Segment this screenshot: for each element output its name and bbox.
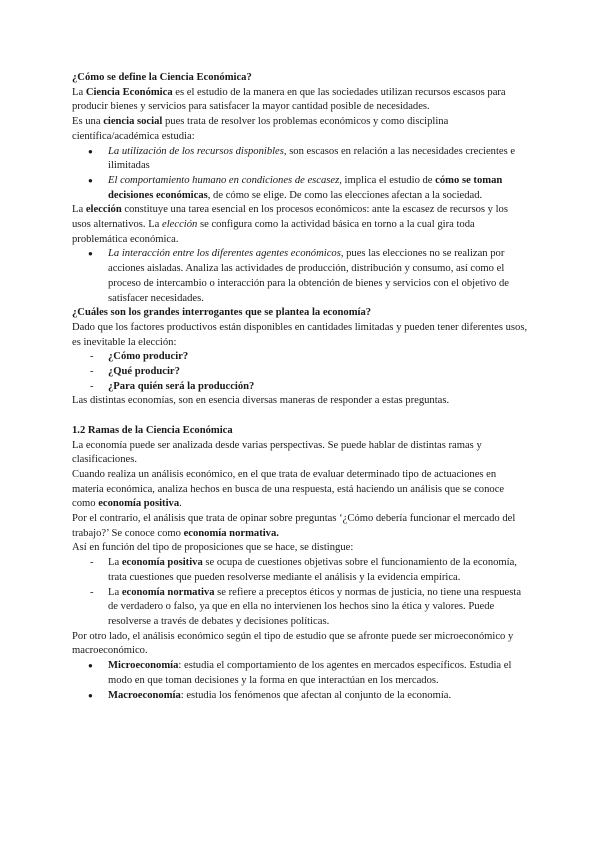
paragraph-definition: La Ciencia Económica es el estudio de la manera en que las sociedades utilizan recursos escasos para producir bienes y servicios para satisfacer la mayor cantidad posible de necesidades. — [72, 86, 506, 113]
paragraph-questions-intro: Dado que los factores productivos están disponibles en cantidades limitadas y pueden tener diferentes usos, es inevitable la elección: — [72, 321, 528, 348]
list-item: - ¿Cómo producir? — [72, 350, 528, 365]
paragraph-election: La elección constituye una tarea esencial en los procesos económicos: ante la escasez de recursos y los usos alternativos. La elección se configura como la actividad básica en torno a la cual gira toda problemática económica. — [72, 204, 508, 245]
paragraph-positive: Cuando realiza un análisis económico, en el que trata de evaluar determinado tipo de actuaciones en materia económica, analiza hechos en busca de una respuesta, está haciendo un análisis que se conoce como economía positiva. — [72, 468, 505, 510]
list-item: - La economía normativa se refiere a preceptos éticos y normas de justicia, no tiene una respuesta de verdadero o falso, ya que en ella no intervienen los hechos sino la ética y valores. Puede resolverse a través de debates y decisiones políticas. — [72, 586, 528, 630]
bullet-list-micro-macro — [72, 659, 528, 703]
list-item: ● La interacción entre los diferentes agentes económicos, pues las elecciones no se realizan por acciones aisladas. Analiza las actividades de producción, distribución y consumo, así como el proceso de intercambio o interacción para la obtención de bienes y servicios con el objetivo de satisfacer necesidades. — [72, 247, 528, 306]
paragraph-perspectives: La economía puede ser analizada desde varias perspectivas. Se puede hablar de distintas ramas y clasificaciones. — [72, 439, 482, 466]
list-item: - ¿Para quién será la producción? — [72, 380, 528, 395]
blank-line — [72, 409, 528, 424]
dash-list-questions — [72, 350, 528, 394]
list-item: - ¿Qué producir? — [72, 365, 528, 380]
bullet-list-interaction — [72, 247, 528, 306]
paragraph-questions-closing: Las distintas economías, son en esencia diversas maneras de responder a estas preguntas. — [72, 395, 450, 407]
section-heading-definition: ¿Cómo se define la Ciencia Económica? — [72, 72, 252, 83]
list-item: ● Macroeconomía: estudia los fenómenos que afectan al conjunto de la economía. — [72, 689, 528, 704]
paragraph-social-science: Es una ciencia social pues trata de resolver los problemas económicos y como disciplina científica/académica estudia: — [72, 116, 449, 142]
bullet-list-study — [72, 145, 528, 204]
paragraph-distinction: Así en función del tipo de proposiciones que se hace, se distingue: — [72, 542, 354, 554]
list-item: ● El comportamiento humano en condiciones de escasez, implica el estudio de cómo se toman decisiones económicas, de cómo se elige. De como las elecciones afectan a la sociedad. — [72, 174, 528, 203]
list-item: ● La utilización de los recursos disponibles, son escasos en relación a las necesidades crecientes e ilimitadas — [72, 145, 528, 174]
section-heading-branches: 1.2 Ramas de la Ciencia Económica — [72, 424, 233, 436]
list-item: ● Microeconomía: estudia el comportamiento de los agentes en mercados específicos. Estudia el modo en que toman decisiones y la forma en que interactúan en los mercados. — [72, 659, 528, 688]
paragraph-normative: Por el contrario, el análisis que trata de opinar sobre preguntas ‘¿Cómo debería funcionar el mercado del trabajo?’ Se conoce como economía normativa. — [72, 513, 516, 539]
section-heading-questions: ¿Cuáles son los grandes interrogantes que se plantea la economía? — [72, 307, 372, 319]
paragraph-micro-macro: Por otro lado, el análisis económico según el tipo de estudio que se afronte puede ser microeconómico y macroeconómico. — [72, 630, 514, 657]
list-item: - La economía positiva se ocupa de cuestiones objetivas sobre el funcionamiento de la economía, trata cuestiones que pueden resolverse mediante el análisis y la evidencia empírica. — [72, 556, 528, 585]
dash-list-branches — [72, 556, 528, 630]
